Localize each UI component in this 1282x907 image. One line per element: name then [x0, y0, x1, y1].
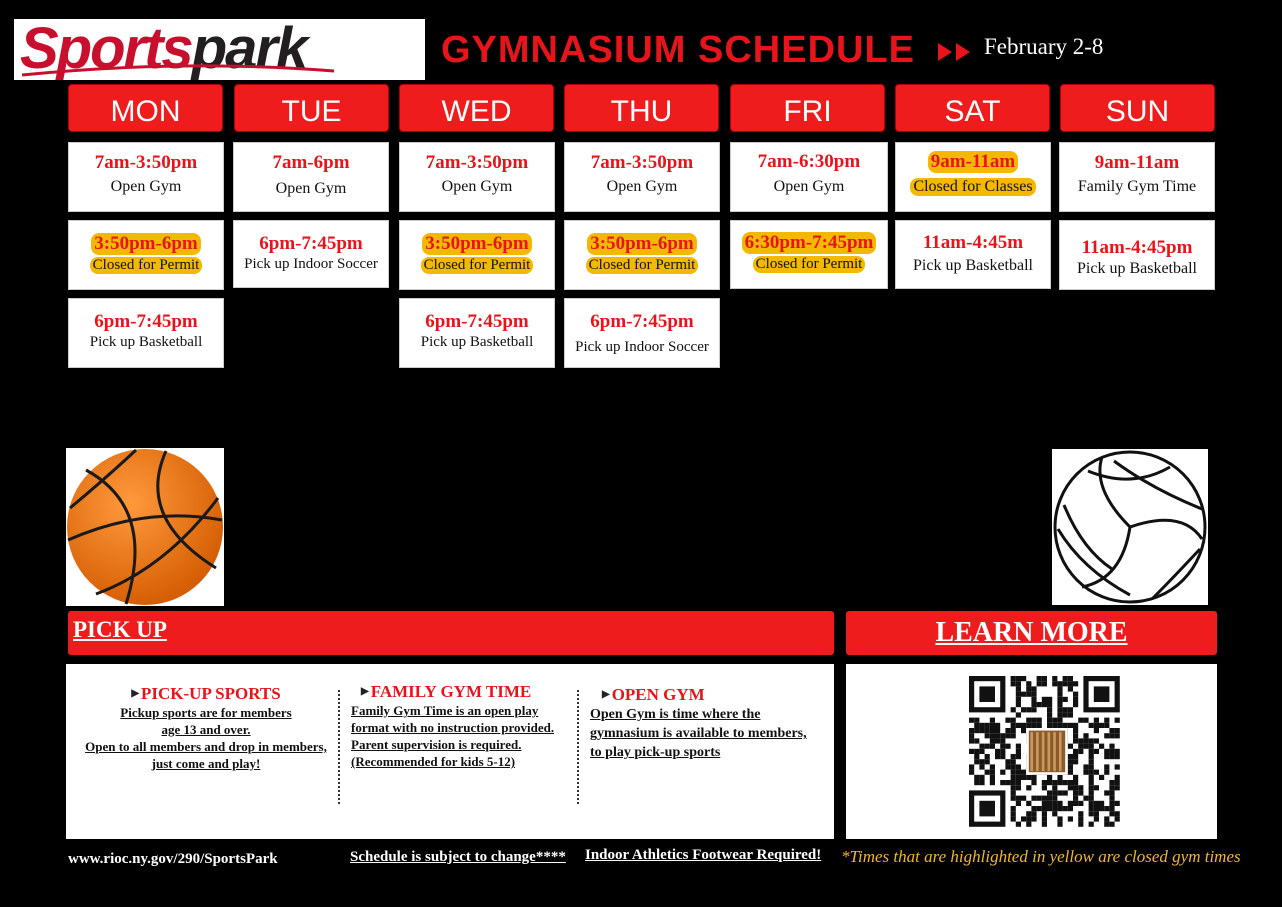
info-line: (Recommended for kids 5-12)	[351, 754, 516, 769]
schedule-slot	[564, 298, 720, 368]
schedule-slot	[895, 220, 1051, 289]
info-line: Open Gym is time where the	[590, 707, 761, 722]
dotted-divider	[577, 690, 579, 804]
slot-time: 7am-6pm	[272, 152, 350, 173]
logo-text-sports: Sports	[20, 16, 192, 81]
slot-time: 7am-6:30pm	[757, 151, 861, 172]
slot-time: 11am-4:45pm	[1081, 237, 1193, 258]
slot-activity: Open Gym	[441, 178, 513, 195]
info-heading: PICK-UP SPORTS	[141, 684, 281, 703]
info-line: format with no instruction provided.	[351, 720, 555, 735]
schedule-slot-closed	[399, 220, 555, 290]
day-header-thu: THU	[564, 84, 719, 132]
schedule-slot-closed	[68, 220, 224, 290]
info-line: gymnasium is available to members,	[590, 726, 807, 741]
info-line: to play pick-up sports	[590, 745, 721, 760]
slot-time: 6pm-7:45pm	[590, 311, 694, 332]
info-heading: FAMILY GYM TIME	[370, 682, 532, 701]
pickup-bar	[68, 611, 834, 655]
info-family-gym-time	[351, 682, 571, 770]
info-line: Pickup sports are for members	[120, 705, 292, 720]
day-header-wed: WED	[399, 84, 554, 132]
info-line: Open to all members and drop in members,	[85, 739, 327, 754]
slot-activity: Open Gym	[773, 178, 845, 195]
basketball-icon	[66, 448, 224, 606]
qr-code-icon[interactable]	[965, 672, 1125, 832]
slot-time: 9am-11am	[1094, 152, 1180, 173]
slot-time: 6:30pm-7:45pm	[742, 232, 877, 254]
slot-activity: Open Gym	[606, 178, 678, 195]
day-header-tue: TUE	[234, 84, 389, 132]
slot-activity: Pick up Basketball	[420, 334, 534, 350]
schedule-slot	[564, 142, 720, 212]
footer-highlight-note: *Times that are highlighted in yellow are closed gym times	[841, 847, 1241, 866]
slot-activity: Closed for Permit	[90, 257, 203, 274]
day-header-sat: SAT	[895, 84, 1050, 132]
caret-right-icon: ▶	[131, 688, 140, 699]
dotted-divider	[338, 690, 340, 804]
slot-time: 6pm-7:45pm	[94, 311, 198, 332]
basketball-image	[66, 448, 224, 606]
schedule-slot	[1059, 220, 1215, 290]
slot-activity: Pick up Basketball	[1077, 260, 1197, 277]
qr-panel	[846, 664, 1217, 839]
info-line: age 13 and over.	[161, 722, 251, 737]
slot-activity: Closed for Permit	[753, 256, 866, 273]
footer-footwear: Indoor Athletics Footwear Required!	[585, 847, 822, 863]
sportspark-logo	[14, 16, 425, 81]
logo-swoosh-icon	[14, 19, 425, 80]
schedule-slot-closed	[564, 220, 720, 290]
slot-activity: Pick up Indoor Soccer	[575, 339, 709, 355]
schedule-slot	[1059, 142, 1215, 212]
slot-time: 9am-11am	[928, 151, 1018, 173]
slot-activity: Open Gym	[275, 180, 347, 197]
page-title: GYMNASIUM SCHEDULE	[441, 29, 916, 71]
slot-activity: Closed for Permit	[586, 257, 699, 274]
schedule-slot	[233, 142, 389, 212]
caret-right-icon: ▶	[361, 686, 369, 697]
schedule-dates: February 2-8	[984, 34, 1104, 59]
day-header-mon: MON	[68, 84, 223, 132]
info-open-gym	[590, 685, 830, 762]
volleyball-icon	[1052, 449, 1208, 605]
learn-more-bar[interactable]	[846, 611, 1217, 655]
slot-activity: Open Gym	[110, 178, 182, 195]
footer-url[interactable]: www.rioc.ny.gov/290/SportsPark	[68, 851, 278, 867]
logo-text-park: park	[191, 16, 307, 81]
schedule-slot	[399, 142, 555, 212]
schedule-slot	[233, 220, 389, 288]
slot-activity: Pick up Basketball	[913, 257, 1033, 274]
slot-time: 11am-4:45m	[922, 232, 1024, 253]
slot-activity: Family Gym Time	[1077, 178, 1197, 195]
slot-time: 7am-3:50pm	[590, 152, 694, 173]
slot-time: 6pm-7:45pm	[425, 311, 529, 332]
info-pickup-sports	[75, 684, 337, 772]
slot-activity: Pick up Basketball	[89, 334, 203, 350]
slot-activity: Closed for Permit	[421, 257, 534, 274]
slot-time: 7am-3:50pm	[94, 152, 198, 173]
schedule-slot	[730, 142, 888, 212]
schedule-slot-closed	[895, 142, 1051, 212]
info-line: Family Gym Time is an open play	[351, 703, 539, 718]
slot-time: 7am-3:50pm	[425, 152, 529, 173]
learn-more-label[interactable]: LEARN MORE	[935, 617, 1128, 648]
double-arrow-icon	[938, 41, 974, 63]
info-line: just come and play!	[151, 756, 261, 771]
volleyball-image	[1052, 449, 1208, 605]
footer-schedule-change: Schedule is subject to change****	[350, 849, 566, 865]
schedule-slot	[68, 298, 224, 368]
info-panel	[66, 664, 834, 839]
slot-activity: Closed for Classes	[910, 178, 1035, 196]
pickup-bar-label: PICK UP	[73, 617, 167, 642]
info-line: Parent supervision is required.	[351, 737, 522, 752]
slot-time: 3:50pm-6pm	[91, 233, 200, 255]
slot-time: 6pm-7:45pm	[259, 233, 363, 254]
caret-right-icon: ▶	[602, 689, 610, 700]
slot-activity: Pick up Indoor Soccer	[244, 256, 378, 272]
schedule-slot	[399, 298, 555, 368]
slot-time: 3:50pm-6pm	[587, 233, 696, 255]
slot-time: 3:50pm-6pm	[422, 233, 531, 255]
day-header-fri: FRI	[730, 84, 885, 132]
schedule-slot-closed	[730, 220, 888, 289]
schedule-slot	[68, 142, 224, 212]
info-heading: OPEN GYM	[611, 685, 705, 704]
day-header-sun: SUN	[1060, 84, 1215, 132]
